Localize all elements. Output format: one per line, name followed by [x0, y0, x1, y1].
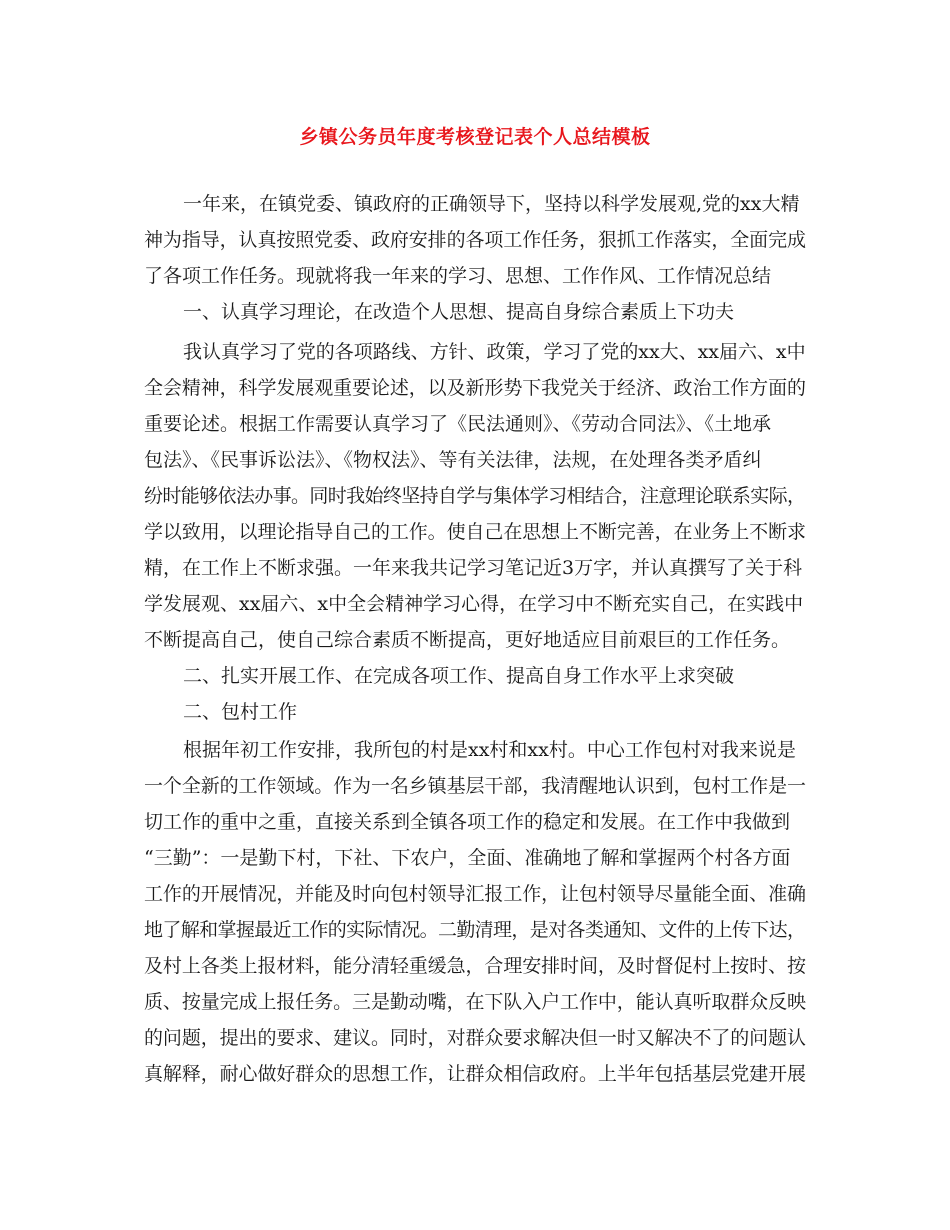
body-line: 不断提高自己，使自己综合素质不断提高，更好地适应目前艰巨的工作任务。: [144, 629, 791, 651]
section-heading: 二、包村工作: [183, 701, 298, 723]
body-line: 了各项工作任务。现就将我一年来的学习、思想、工作作风、工作情况总结: [144, 265, 772, 287]
body-line: 包法》、《民事诉讼法》、《物权法》、等有关法律，法规，在处理各类矛盾纠: [144, 449, 762, 471]
body-line: 神为指导，认真按照党委、政府安排的各项工作任务，狠抓工作落实，全面完成: [144, 229, 806, 251]
body-line: 质、按量完成上报任务。三是勤动嘴，在下队入户工作中，能认真听取群众反映: [144, 991, 806, 1013]
body-line: 的问题，提出的要求、建议。同时，对群众要求解决但一时又解决不了的问题认: [144, 1027, 806, 1049]
body-line: 我认真学习了党的各项路线、方针、政策，学习了党的xx大、xx届六、x中: [183, 341, 806, 363]
document-title: 乡镇公务员年度考核登记表个人总结模板: [299, 126, 651, 148]
body-line: 一年来，在镇党委、镇政府的正确领导下，坚持以科学发展观,党的xx大精: [183, 193, 800, 215]
section-heading: 二、扎实开展工作、在完成各项工作、提高自身工作水平上求突破: [183, 665, 735, 687]
body-line: 切工作的重中之重，直接关系到全镇各项工作的稳定和发展。在工作中我做到: [144, 811, 791, 833]
body-line: “三勤”：一是勤下村，下社、下农户，全面、准确地了解和掌握两个村各方面: [144, 847, 791, 869]
body-line: 精，在工作上不断求强。一年来我共记学习笔记近3万字，并认真撰写了关于科: [144, 557, 803, 579]
body-line: 地了解和掌握最近工作的实际情况。二勤清理，是对各类通知、文件的上传下达，: [144, 919, 806, 941]
body-line: 一个全新的工作领域。作为一名乡镇基层干部，我清醒地认识到，包村工作是一: [144, 775, 806, 797]
body-line: 全会精神，科学发展观重要论述，以及新形势下我党关于经济、政治工作方面的: [144, 377, 806, 399]
body-line: 学发展观、xx届六、x中全会精神学习心得，在学习中不断充实自己，在实践中: [144, 593, 804, 615]
body-line: 根据年初工作安排，我所包的村是xx村和xx村。中心工作包村对我来说是: [183, 739, 796, 761]
body-line: 及村上各类上报材料，能分清轻重缓急，合理安排时间，及时督促村上按时、按: [144, 955, 806, 977]
body-line: 工作的开展情况，并能及时向包村领导汇报工作，让包村领导尽量能全面、准确: [144, 883, 806, 905]
body-line: 纷时能够依法办事。同时我始终坚持自学与集体学习相结合，注意理论联系实际，: [144, 485, 806, 507]
body-line: 重要论述。根据工作需要认真学习了《民法通则》、《劳动合同法》、《土地承: [144, 413, 772, 435]
body-line: 学以致用，以理论指导自己的工作。使自己在思想上不断完善，在业务上不断求: [144, 521, 806, 543]
section-heading: 一、认真学习理论，在改造个人思想、提高自身综合素质上下功夫: [183, 301, 735, 323]
body-line: 真解释，耐心做好群众的思想工作，让群众相信政府。上半年包括基层党建开展: [144, 1063, 806, 1085]
